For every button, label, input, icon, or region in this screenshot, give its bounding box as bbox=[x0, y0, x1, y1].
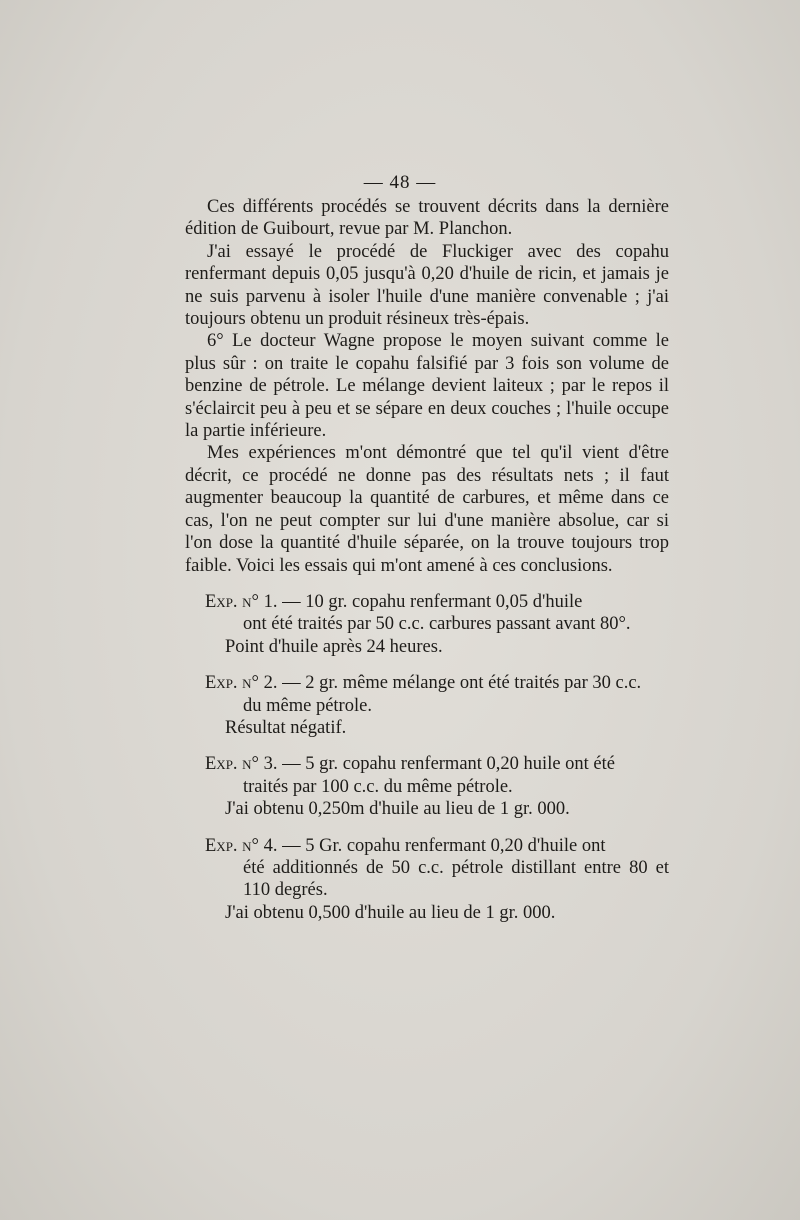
experiment-label: Exp. n° 2. bbox=[205, 673, 278, 694]
body-text bbox=[185, 196, 669, 924]
experiment-continuation: ont été traités par 50 c.c. carbures passant avant 80°. bbox=[243, 614, 631, 635]
experiment-result: Résultat négatif. bbox=[225, 717, 347, 738]
experiment-continuation: du même pétrole. bbox=[243, 695, 372, 716]
paragraph-2: J'ai essayé le procédé de Fluckiger avec des copahu renfermant depuis 0,05 jusqu'à 0,20 d'huile de ricin, et jamais je ne suis parvenu à isoler l'huile d'une manière convenable ; j'ai toujours obtenu un produit résineux très-épais. bbox=[185, 241, 669, 330]
experiment-label: Exp. n° 4. bbox=[205, 835, 278, 856]
experiment-result: Point d'huile après 24 heures. bbox=[225, 636, 443, 657]
experiment-continuation: été additionnés de 50 c.c. pétrole distillant entre 80 et 110 degrés. bbox=[243, 857, 669, 901]
experiment-continuation: traités par 100 c.c. du même pétrole. bbox=[243, 776, 513, 797]
page-number: — 48 — bbox=[363, 172, 437, 193]
experiment-4 bbox=[185, 835, 669, 925]
experiment-text: — 2 gr. même mélange ont été traités par 30 c.c. bbox=[282, 673, 642, 694]
paragraph-1: Ces différents procédés se trouvent décrits dans la dernière édition de Guibourt, revue par M. Planchon. bbox=[185, 197, 669, 240]
experiment-2 bbox=[185, 672, 669, 739]
experiment-label: Exp. n° 1. bbox=[205, 591, 278, 612]
experiment-text: — 5 gr. copahu renfermant 0,20 huile ont été bbox=[282, 754, 615, 775]
experiment-3 bbox=[185, 753, 669, 820]
experiment-text: — 10 gr. copahu renfermant 0,05 d'huile bbox=[282, 591, 583, 612]
paragraph-3: 6° Le docteur Wagne propose le moyen suivant comme le plus sûr : on traite le copahu falsifié par 3 fois son volume de benzine de pétrole. Le mélange devient laiteux ; par le repos il s'éclaircit peu à peu et se sépare en deux couches ; l'huile occupe la partie inférieure. bbox=[185, 331, 669, 442]
experiment-1 bbox=[185, 591, 669, 658]
experiment-result: J'ai obtenu 0,250m d'huile au lieu de 1 gr. 000. bbox=[225, 799, 570, 820]
experiment-text: — 5 Gr. copahu renfermant 0,20 d'huile ont bbox=[282, 835, 606, 856]
experiment-label: Exp. n° 3. bbox=[205, 754, 278, 775]
experiment-result: J'ai obtenu 0,500 d'huile au lieu de 1 gr. 000. bbox=[225, 902, 556, 923]
paragraph-4: Mes expériences m'ont démontré que tel qu'il vient d'être décrit, ce procédé ne donne pas des résultats nets ; il faut augmenter beaucoup la quantité de carbures, et même dans ce cas, l'on ne peut compter sur lui d'une manière absolue, car si l'on dose la quantité d'huile séparée, on la trouve toujours trop faible. Voici les essais qui m'ont amené à ces conclusions. bbox=[185, 443, 669, 576]
